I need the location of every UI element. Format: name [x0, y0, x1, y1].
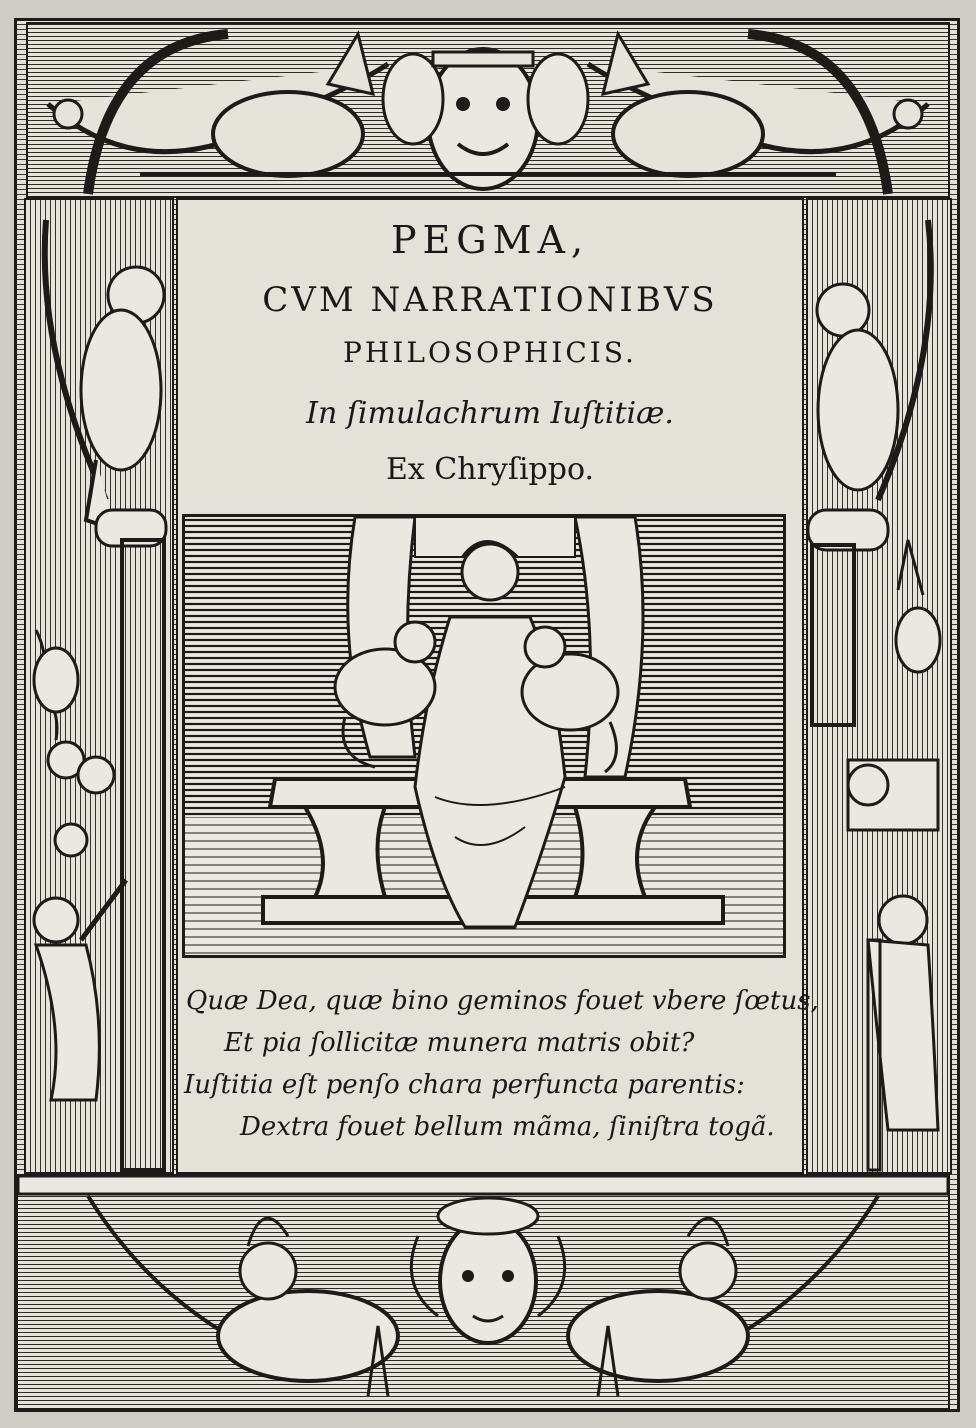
verse-line-4: Dextra fouet bellum mãma, ſiniſtra togã. — [240, 1112, 775, 1142]
title-line-3: PHILOSOPHICIS. — [343, 336, 637, 369]
top-ornament-illustration — [28, 24, 948, 196]
right-ornament-illustration — [808, 200, 950, 1172]
border-bottom-band — [16, 1174, 950, 1410]
border-right-band — [806, 198, 952, 1174]
title-line-5: Ex Chryſippo. — [385, 452, 595, 487]
border-top-band — [26, 22, 950, 198]
verse-line-3: Iuſtitia eſt penſo chara perfuncta parentis: — [184, 1070, 745, 1100]
left-ornament-illustration — [26, 200, 172, 1172]
title-line-2: CVM NARRATIONIBVS — [262, 280, 718, 320]
border-left-band — [24, 198, 174, 1174]
bottom-ornament-illustration — [18, 1176, 948, 1408]
verse-line-2: Et pia ſollicitæ munera matris obit? — [224, 1028, 695, 1058]
title-panel — [176, 198, 819, 1174]
justice-woodcut-illustration — [182, 514, 786, 958]
verse-line-1: Quæ Dea, quæ bino geminos fouet vbere ſœtus, — [186, 986, 819, 1016]
title-line-1: PEGMA, — [390, 218, 590, 262]
title-line-4: In ſimulachrum Iuſtitiæ. — [306, 396, 674, 431]
